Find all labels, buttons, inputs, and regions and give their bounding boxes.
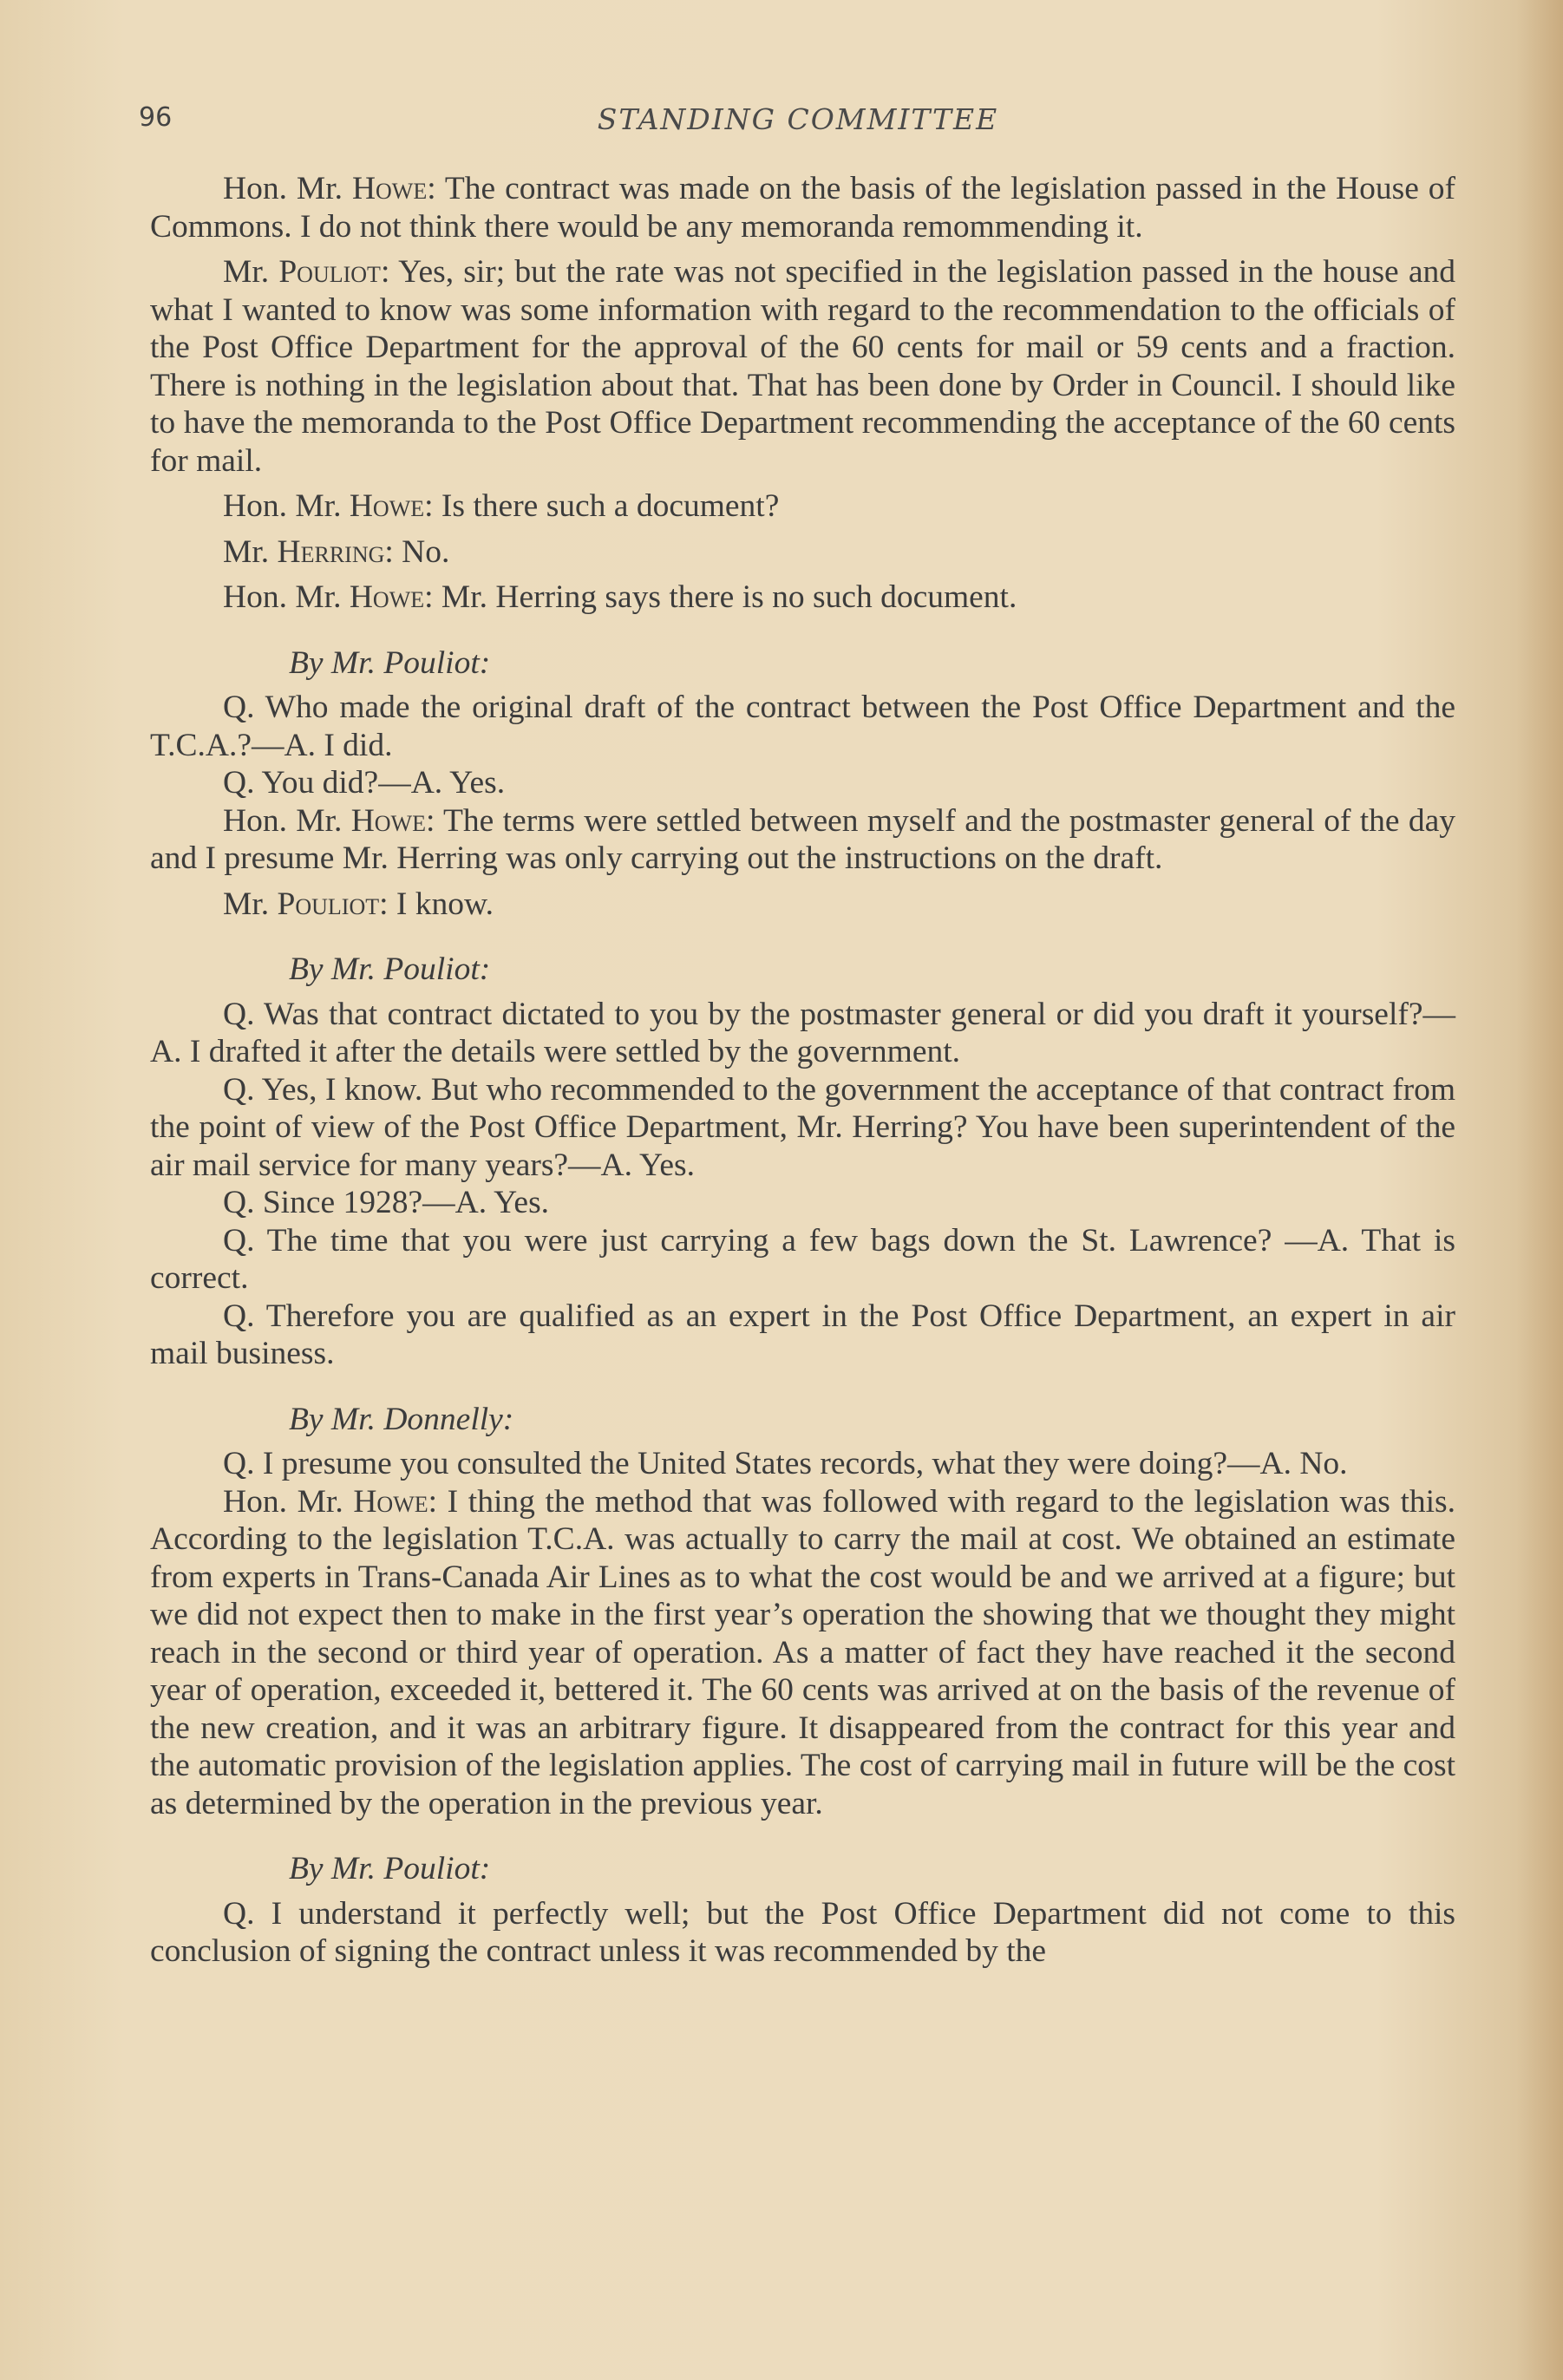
qa-text: Q. Therefore you are qualified as an expert in the Post Office Department, an expert in air mail business. xyxy=(150,1298,1455,1371)
qa-text: Q. I understand it perfectly well; but the Post Office Department did not come to this conclusion of signing the contract unless it was recommended by the xyxy=(150,1895,1455,1969)
speaker-title: Hon. Mr. xyxy=(223,171,352,206)
page-number: 96 xyxy=(139,102,173,133)
speaker-name: Howe xyxy=(349,488,425,524)
byline-text: By Mr. Pouliot: xyxy=(289,1851,491,1886)
speaker-name: Howe xyxy=(350,802,426,839)
page-header xyxy=(139,102,1457,146)
speech-text: : The terms were settled between myself and the postmaster general of the day and I presume Mr. Herring was only carrying out the instructions on the draft. xyxy=(150,802,1455,876)
speaker-name: Pouliot xyxy=(278,254,381,290)
question-answer xyxy=(150,1071,1455,1185)
speaker-title: Hon. Mr. xyxy=(223,1483,354,1520)
speech-paragraph xyxy=(150,533,1455,572)
speaker-title: Mr. xyxy=(223,886,278,922)
speaker-name: Howe xyxy=(351,171,428,206)
speaker-name: Herring xyxy=(277,533,385,570)
speech-text: : No. xyxy=(384,533,450,570)
speech-paragraph xyxy=(150,170,1455,245)
speech-text: : Is there such a document? xyxy=(424,488,780,524)
speaker-title: Mr. xyxy=(223,533,278,570)
speaker-title: Hon. Mr. xyxy=(223,488,350,524)
speech-text: : I thing the method that was followed with regard to the legislation was this. According to the legislation T.C.A. was actually to carry the mail at cost. We obtained an estimate from experts in Trans-Canada Air Lines as to what the cost would be and we arrived at a figure; but we did not expect then to make in the first year’s operation the showing that we thought they might reach in the second or third year of operation. As a matter of fact they have reached it the second year of operation, exceeded it, bettered it. The 60 cents was arrived at on the basis of the revenue of the new creation, and it was an arbitrary figure. It disappeared from the contract for this year and the automatic provision of the legislation applies. The cost of carrying mail in future will be the cost as determined by the operation in the previous year. xyxy=(150,1483,1456,1821)
speech-paragraph xyxy=(150,253,1455,480)
speech-paragraph xyxy=(150,802,1455,878)
speaker-name: Howe xyxy=(349,579,425,615)
question-answer xyxy=(150,1184,1455,1222)
byline-text: By Mr. Donnelly: xyxy=(289,1401,514,1437)
question-answer xyxy=(150,1895,1455,1971)
question-answer xyxy=(150,764,1455,802)
speaker-name: Pouliot xyxy=(277,886,380,922)
speaker-title: Hon. Mr. xyxy=(223,802,351,839)
question-answer xyxy=(150,1445,1455,1483)
byline xyxy=(289,951,1455,989)
qa-text: Q. Was that contract dictated to you by the postmaster general or did you draft it yourself?—A. I drafted it after the details were settled by the government. xyxy=(150,996,1455,1069)
speech-paragraph xyxy=(150,579,1455,617)
question-answer xyxy=(150,689,1455,764)
byline xyxy=(289,644,1455,683)
question-answer xyxy=(150,996,1455,1071)
qa-text: Q. You did?—A. Yes. xyxy=(223,765,506,801)
question-answer xyxy=(150,1222,1455,1298)
speech-paragraph xyxy=(150,1483,1455,1823)
qa-text: Q. Who made the original draft of the contract between the Post Office Department and the T.C.A.?—A. I did. xyxy=(150,690,1455,763)
speech-text: : The contract was made on the basis of the legislation passed in the House of Commons. I do not think there would be any memoranda remommending it. xyxy=(150,171,1456,245)
byline xyxy=(289,1401,1455,1439)
speech-text: : Yes, sir; but the rate was not specified in the legislation passed in the house and what I wanted to know was some information with regard to the recommendation to the officials of the Post Office Department for the approval of the 60 cents for mail or 59 cents and a fraction. There is nothing in the legislation about that. That has been done by Order in Council. I should like to have the memoranda to the Post Office Department recommending the acceptance of the 60 cents for mail. xyxy=(150,254,1456,479)
speech-paragraph xyxy=(150,886,1455,924)
speech-text: : Mr. Herring says there is no such document. xyxy=(424,579,1017,615)
qa-text: Q. The time that you were just carrying a few bags down the St. Lawrence? —A. That is correct. xyxy=(150,1222,1455,1296)
byline xyxy=(289,1850,1455,1888)
running-head: STANDING COMMITTEE xyxy=(597,102,999,136)
speaker-name: Howe xyxy=(353,1483,428,1520)
speech-text: : I know. xyxy=(379,886,494,922)
speaker-title: Mr. xyxy=(223,254,279,290)
speaker-title: Hon. Mr. xyxy=(223,579,350,615)
qa-text: Q. Since 1928?—A. Yes. xyxy=(223,1185,550,1220)
transcript-body xyxy=(150,170,1455,1971)
byline-text: By Mr. Pouliot: xyxy=(289,644,491,681)
qa-text: Q. Yes, I know. But who recommended to the government the acceptance of that contract from the point of view of the Post Office Department, Mr. Herring? You have been superintendent of the air mail service for many years?—A. Yes. xyxy=(150,1071,1455,1183)
speech-paragraph xyxy=(150,487,1455,526)
qa-text: Q. I presume you consulted the United States records, what they were doing?—A. No. xyxy=(223,1446,1348,1481)
question-answer xyxy=(150,1298,1455,1373)
byline-text: By Mr. Pouliot: xyxy=(289,951,491,987)
